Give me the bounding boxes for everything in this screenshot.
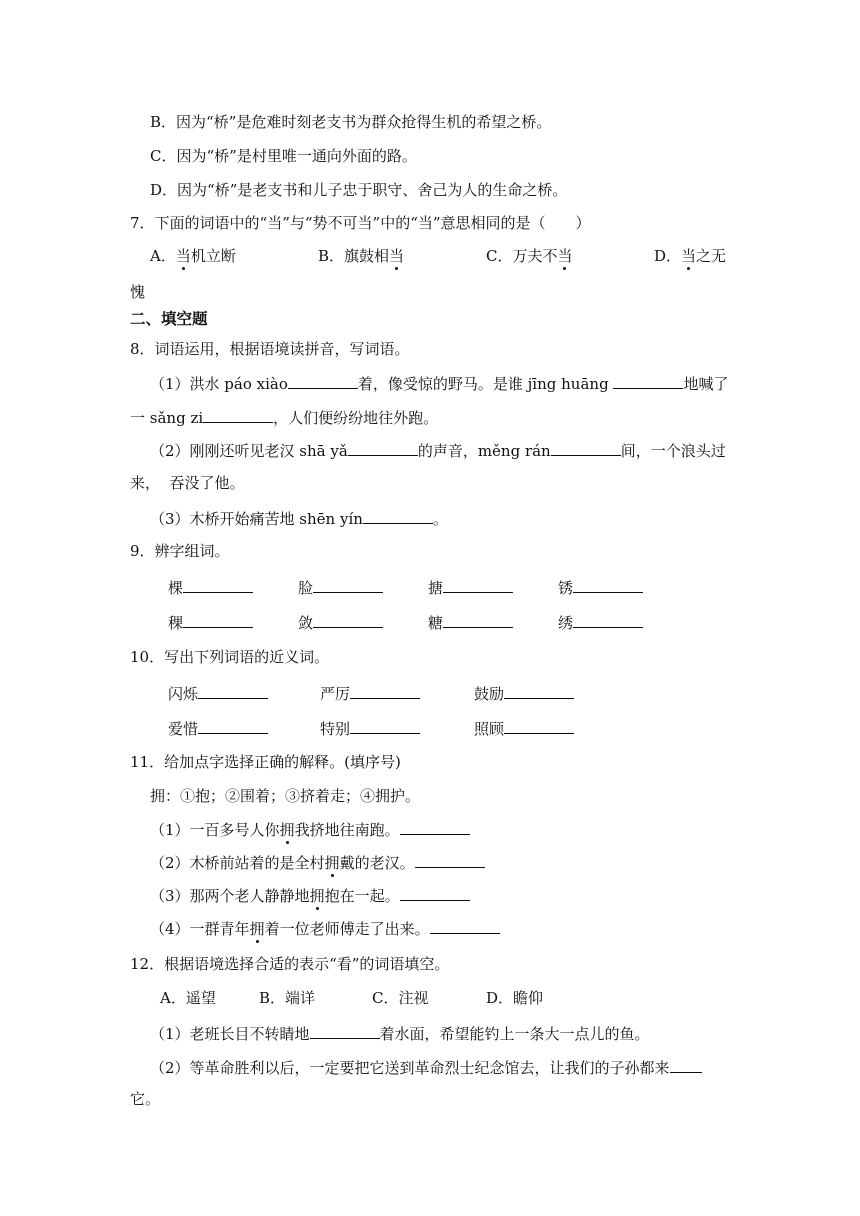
q8-line1: （1）洪水 páo xiào 着，像受惊的野马。是谁 jīng huāng 地喊了 (150, 372, 728, 394)
q11-sentence-1: （1）一百多号人你拥我挤地往南跑。 (150, 818, 470, 840)
q12-sentence-1: （1）老班长目不转睛地 着水面，希望能钓上一条大一点儿的鱼。 (150, 1022, 650, 1044)
q7-option-d: D．当之无 (654, 247, 727, 265)
q6-option-d: D．因为“桥”是老支书和儿子忠于职守、舍己为人的生命之桥。 (150, 181, 568, 199)
q12-option: D．瞻仰 (486, 989, 544, 1007)
q10-item: 照顾 (474, 717, 574, 739)
q10-item: 闪烁 (168, 682, 268, 704)
answer-blank[interactable] (400, 818, 470, 835)
q8-line3: （2）刚刚还听见老汉 shā yǎ 的声音，měng rán 间，一个浪头过 (150, 439, 726, 461)
answer-blank[interactable] (348, 439, 418, 456)
q10-item: 爱惜 (168, 717, 268, 739)
q9-item: 稞 (168, 611, 253, 633)
q9-item: 搪 (428, 576, 513, 598)
q9-item: 绣 (558, 611, 643, 633)
q11-sentence-2: （2）木桥前站着的是全村拥戴的老汉。 (150, 851, 485, 873)
q9-item: 棵 (168, 576, 253, 598)
q8-line2: 一 sǎng zi ，人们便纷纷地往外跑。 (130, 406, 438, 428)
answer-blank[interactable] (203, 406, 273, 423)
q10-stem: 10．写出下列词语的近义词。 (130, 648, 330, 666)
emphasis-dot-char: 当 (681, 247, 697, 265)
answer-blank[interactable] (443, 576, 513, 593)
answer-blank[interactable] (504, 682, 574, 699)
q12-option: B．端详 (259, 989, 316, 1007)
q12-stem: 12．根据语境选择合适的表示“看”的词语填空。 (130, 955, 450, 973)
answer-blank[interactable] (573, 611, 643, 628)
q11-sentence-3: （3）那两个老人静静地拥抱在一起。 (150, 884, 470, 906)
answer-blank[interactable] (573, 576, 643, 593)
q11-definition: 拥：①抱；②围着；③挤着走；④拥护。 (150, 787, 421, 805)
q9-item: 脸 (298, 576, 383, 598)
answer-blank[interactable] (350, 682, 420, 699)
q10-item: 特别 (320, 717, 420, 739)
answer-blank[interactable] (430, 917, 500, 934)
q12-sentence-2-continued: 它。 (130, 1090, 161, 1108)
q6-option-b: B．因为“桥”是危难时刻老支书为群众抢得生机的希望之桥。 (150, 113, 552, 131)
q9-item: 糖 (428, 611, 513, 633)
answer-blank[interactable] (198, 717, 268, 734)
answer-blank[interactable] (183, 576, 253, 593)
q8-line5: （3）木桥开始痛苦地 shēn yín 。 (150, 507, 448, 529)
q7-option-c: C．万夫不当 (486, 247, 573, 265)
q7-stem: 7．下面的词语中的“当”与“势不可当”中的“当”意思相同的是（ ） (130, 214, 591, 232)
q7-option-d-continued: 愧 (130, 283, 146, 301)
answer-blank[interactable] (313, 611, 383, 628)
q9-item: 敛 (298, 611, 383, 633)
q6-option-c: C．因为“桥”是村里唯一通向外面的路。 (150, 147, 417, 165)
emphasis-dot-char: 拥 (309, 887, 325, 905)
q10-item: 严厉 (320, 682, 420, 704)
q9-stem: 9．辨字组词。 (130, 542, 230, 560)
q7-option-b: B．旗鼓相当 (318, 247, 405, 265)
answer-blank[interactable] (400, 884, 470, 901)
q10-item: 鼓励 (474, 682, 574, 704)
answer-blank[interactable] (288, 372, 358, 389)
answer-blank[interactable] (310, 1022, 380, 1039)
emphasis-dot-char: 拥 (324, 854, 340, 872)
answer-blank[interactable] (670, 1056, 702, 1073)
answer-blank[interactable] (350, 717, 420, 734)
answer-blank[interactable] (443, 611, 513, 628)
q8-line4: 来， 吞没了他。 (130, 474, 245, 492)
q12-option: A．遥望 (160, 989, 216, 1007)
emphasis-dot-char: 当 (389, 247, 405, 265)
q9-item: 锈 (558, 576, 643, 598)
emphasis-dot-char: 拥 (249, 920, 265, 938)
q11-stem: 11．给加点字选择正确的解释。(填序号) (130, 753, 401, 771)
q11-sentence-4: （4）一群青年拥着一位老师傅走了出来。 (150, 917, 500, 939)
emphasis-dot-char: 当 (175, 247, 191, 265)
emphasis-dot-char: 当 (557, 247, 573, 265)
answer-blank[interactable] (198, 682, 268, 699)
answer-blank[interactable] (363, 507, 433, 524)
q12-sentence-2: （2）等革命胜利以后，一定要把它送到革命烈士纪念馆去，让我们的子孙都来 (150, 1056, 702, 1078)
q7-option-a: A．当机立断 (150, 247, 236, 265)
answer-blank[interactable] (504, 717, 574, 734)
answer-blank[interactable] (313, 576, 383, 593)
answer-blank[interactable] (415, 851, 485, 868)
q8-stem: 8．词语运用，根据语境读拼音，写词语。 (130, 340, 410, 358)
section-heading: 二、填空题 (130, 310, 208, 328)
answer-blank[interactable] (551, 439, 621, 456)
answer-blank[interactable] (183, 611, 253, 628)
emphasis-dot-char: 拥 (279, 821, 295, 839)
q12-option: C．注视 (372, 989, 429, 1007)
answer-blank[interactable] (613, 372, 683, 389)
